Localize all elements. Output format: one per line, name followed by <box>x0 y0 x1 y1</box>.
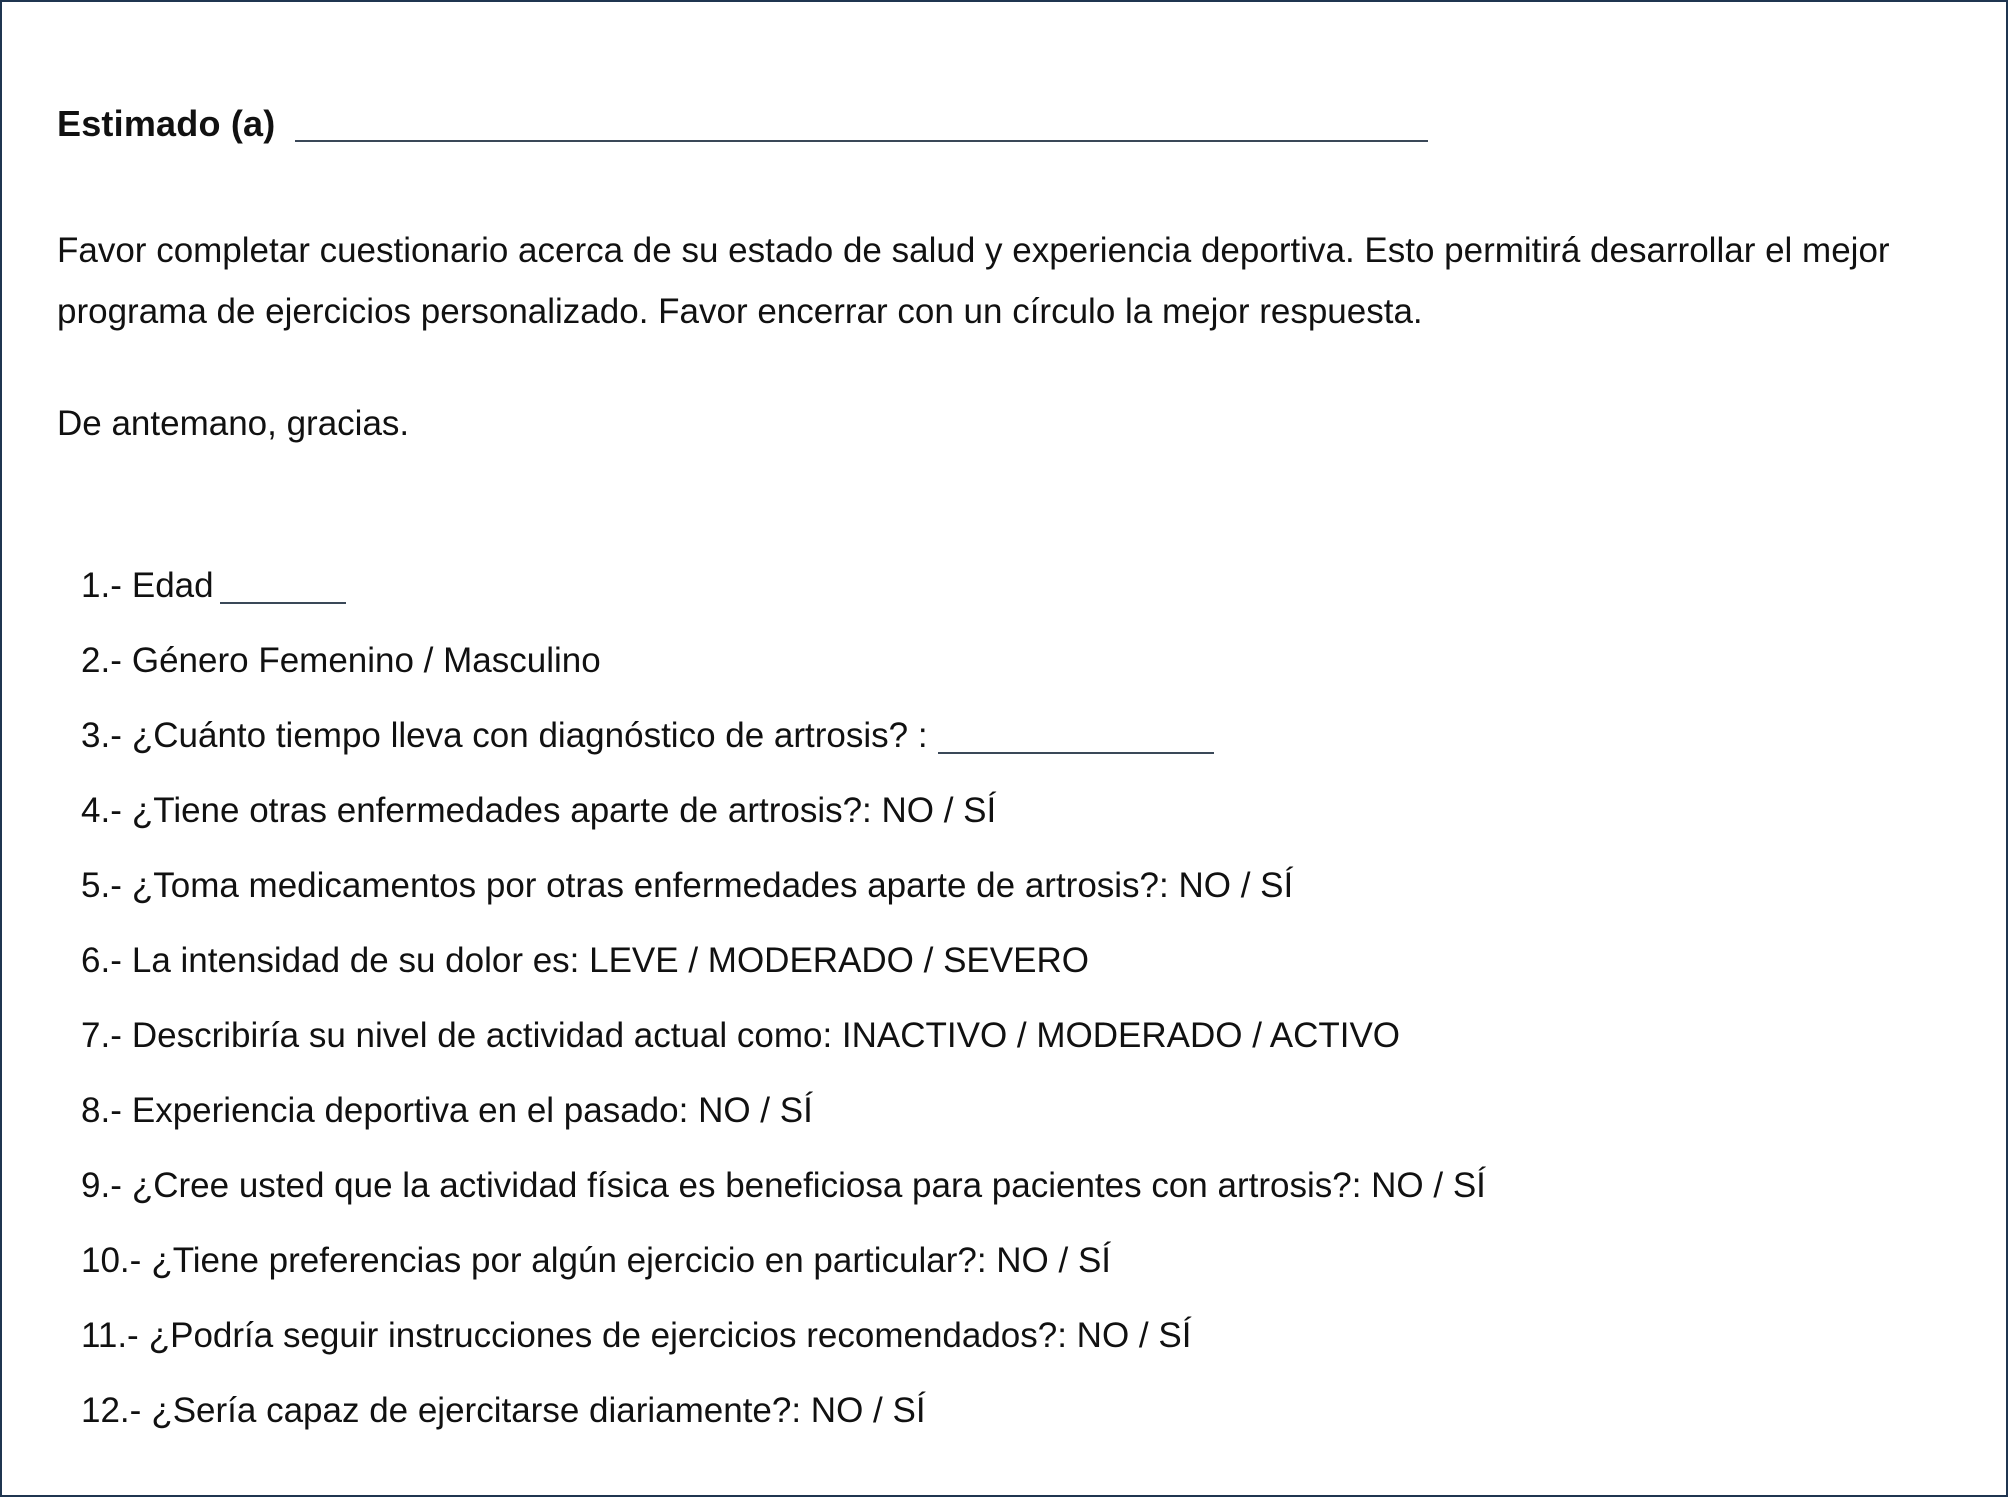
question-number: 9.- <box>81 1166 122 1205</box>
question-other-diseases <box>81 760 1486 835</box>
question-number: 2.- <box>81 641 122 680</box>
question-text: La intensidad de su dolor es: LEVE / MODERADO / SEVERO <box>131 941 1089 980</box>
question-text: ¿Tiene preferencias por algún ejercicio en particular?: NO / SÍ <box>151 1241 1112 1280</box>
question-text: ¿Cree usted que la actividad física es beneficiosa para pacientes con artrosis?: NO / SÍ <box>131 1166 1486 1205</box>
question-text: ¿Cuánto tiempo lleva con diagnóstico de artrosis? : <box>131 716 928 755</box>
question-diagnosis-time <box>81 685 1486 760</box>
diagnosis-time-blank-line[interactable] <box>938 714 1214 754</box>
question-text: ¿Sería capaz de ejercitarse diariamente?: NO / SÍ <box>151 1391 926 1430</box>
question-text: Experiencia deportiva en el pasado: NO / SÍ <box>131 1091 813 1130</box>
question-text: ¿Tiene otras enfermedades aparte de artrosis?: NO / SÍ <box>131 791 997 830</box>
name-blank-line[interactable] <box>295 100 1428 142</box>
question-exercise-preference <box>81 1210 1486 1285</box>
thanks-text: De antemano, gracias. <box>57 404 410 443</box>
question-number: 4.- <box>81 791 122 830</box>
question-text: Género Femenino / Masculino <box>131 641 601 680</box>
question-activity-beneficial <box>81 1135 1486 1210</box>
question-text: ¿Toma medicamentos por otras enfermedades aparte de artrosis?: NO / SÍ <box>131 866 1294 905</box>
question-age <box>81 535 1486 610</box>
intro-paragraph: Favor completar cuestionario acerca de su estado de salud y experiencia deportiva. Esto permitirá desarrollar el mejor programa de ejercicios personalizado. Favor encerrar con un círculo la mejor respuesta. <box>57 231 1890 331</box>
question-text: ¿Podría seguir instrucciones de ejercicios recomendados?: NO / SÍ <box>148 1316 1192 1355</box>
question-sports-experience <box>81 1060 1486 1135</box>
question-follow-instructions <box>81 1285 1486 1360</box>
question-number: 10.- <box>81 1241 142 1280</box>
question-number: 3.- <box>81 716 122 755</box>
question-list <box>81 535 1486 1435</box>
question-number: 8.- <box>81 1091 122 1130</box>
question-number: 12.- <box>81 1391 142 1430</box>
question-number: 5.- <box>81 866 122 905</box>
question-number: 1.- <box>81 566 122 605</box>
question-number: 6.- <box>81 941 122 980</box>
question-pain-intensity <box>81 910 1486 985</box>
question-text: Describiría su nivel de actividad actual como: INACTIVO / MODERADO / ACTIVO <box>131 1016 1401 1055</box>
age-blank-line[interactable] <box>220 564 346 604</box>
question-gender <box>81 610 1486 685</box>
question-daily-exercise <box>81 1360 1486 1435</box>
question-number: 11.- <box>81 1316 139 1355</box>
question-medications <box>81 835 1486 910</box>
greeting-row <box>57 100 1428 142</box>
question-activity-level <box>81 985 1486 1060</box>
question-number: 7.- <box>81 1016 122 1055</box>
greeting-label: Estimado (a) <box>57 103 276 144</box>
question-text: Edad <box>131 566 214 605</box>
